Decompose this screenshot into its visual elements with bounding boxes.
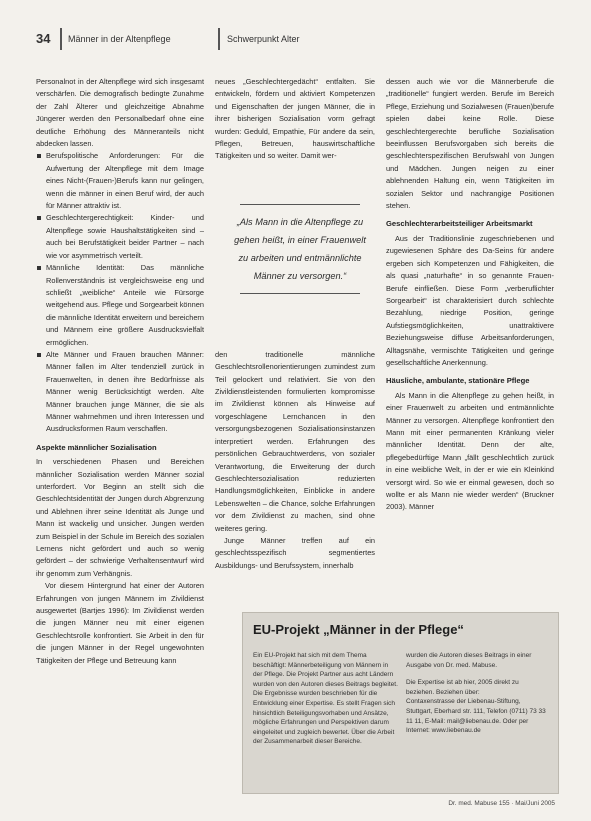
info-box-address: Contaxenstrasse der Liebenau-Stiftung, Stuttgart, Eberhard str. 111, Telefon (0711) 73 33 11 11, E-Mail: mail@liebenau.de. Oder per Internet: www.liebenau.de [406,698,546,735]
column-left [36,76,204,667]
subheading: Geschlechterarbeitsteiliger Arbeitsmarkt [386,219,533,229]
paragraph: Als Mann in die Altenpflege zu gehen heißt, in einer Frauenwelt zu arbeiten und entmännlichte Männer zu versorgen. Altenpflege konfrontiert den Mann mit einer permanenten Kränkung vieler männlicher Identität. Denn der alte, pflegebedürftige Mann „fällt geschlechtlich zurück in eine weibliche Welt, in der er wie ein Kleinkind versorgt wird. So wie er einmal gewesen, doch so wollte er als Mann nie wieder werden“ (Bruckner 2003). Männer [386,390,554,512]
paragraph: Vor diesem Hintergrund hat einer der Autoren Erfahrungen von jungen Männern im Zivildienst ausgewertet (Bartjes 1996): Im Zivildienst werden die jungen Männer neu mit einer eigenen Geschlechtsrolle konfrontiert. Sie Arbeit in den für die jungen Männer in der Regel ungewohnten Tätigkeiten der Pflege und Betreuung kann [36,581,204,665]
bullet-list [36,150,204,435]
page-number: 34 [36,31,51,46]
header-topic: Schwerpunkt Alter [227,34,300,44]
info-box [242,612,559,794]
header-divider [218,28,220,50]
quote-rule [240,204,360,205]
subheading: Aspekte männlicher Sozialisation [36,442,157,452]
paragraph: dessen auch wie vor die Männerberufe die „traditionelle“ fungiert werden. Berufe im Bereich Pflege, Erziehung und Sozialwesen (Frauen)berufe spielen dabei keine Rolle. Diese geschlechtergerechte berufliche Sozialisation beeinflussen Berufsvorgaben sich bereits die geschlechterspezifischen Berufswahl von Jungen und Mädchen. Jungen neigen zu einer ablehnenden Haltung ein, wenn Tätigkeiten im sozialen Sektor und nachrangige Positionen stehen. [386,77,554,211]
info-box-title: EU-Projekt „Männer in der Pflege“ [253,622,464,637]
bullet-item: Alte Männer und Frauen brauchen Männer: Männer fallen im Alter tendenziell zurück in Frauenwelten, in denen ihre Bedürfnisse als Männer wenig Berücksichtigt werden. Alte Männer brauchen junge Männer, die sie als Männer wahrnehmen und ihren Interessen und Ausdrucksformen Raum verschaffen. [36,349,204,436]
paragraph: Junge Männer treffen auf ein geschlechtsspezifisch segmentiertes Ausbildungs- und Berufssystem, innerhalb [215,535,375,570]
page-footer: Dr. med. Mabuse 155 · Mai/Juni 2005 [448,800,555,807]
info-box-text: Ein EU-Projekt hat sich mit dem Thema beschäftigt: Männerbeteiligung von Männern in der Pflege. Die Projekt Partner aus acht Ländern wurden von den Autoren dieses Beitrags begleitet. Die Ergebnisse wurden beschrieben für die Entwicklung einer Expertise. Es stellt Fragen sich hinsichtlich Beteiligungsvorhaben und Ansätze, mögliche Erfahrungen und Perspektiven darum eingeleitet und zugleich bewertet. Über die Arbeit der Zusammenarbeit dieser Bereiche. [253,652,398,746]
paragraph: den traditionelle männliche Geschlechtsrollenorientierungen zumindest zum Teil gelockert und relativiert. Sie von den Zivildienstleistenden formulierten kompromisse im Zivildienst können als Hinweise auf vorgeschlagene Lernchancen in den versorgungsbezogenen Sozialisationsinstanzen interpretiert werden. Erfahrungen des persönlichen Gebrauchtwerdens, von sozialer Verantwortung, die Erweiterung der durch Geschlechtersozialisation reduzierten Handlungsmöglichkeiten, Einblicke in andere Lebenswelten – die Chance, solche Erfahrungen vor dem Zivildienst zu machen, sind ohne weiteres gering. [215,349,375,533]
info-box-text: Die Expertise ist ab hier, 2005 direkt zu beziehen. Beziehen über: [406,679,519,696]
bullet-item: Berufspolitische Anforderungen: Für die Aufwertung der Altenpflege mit dem Image eines Nicht-(Frauen-)Berufs kann nur gelingen, wenn die männer in einen Beruf wird, der auch für Männer attraktiv ist. [36,150,204,212]
pull-quote [230,204,370,294]
header-divider [60,28,62,50]
info-box-text-right [406,651,548,736]
pull-quote-text: „Als Mann in die Altenpflege zu gehen heißt, in einer Frauenwelt zu arbeiten und entmännlichte Männer zu versorgen.“ [234,217,366,281]
paragraph: Personalnot in der Altenpflege wird sich insgesamt verschärfen. Die demografisch bedingte Zunahme der Zahl Älterer und gleichzeitige Abnahme Jüngerer werden den Personalbedarf ohne eine deutliche Erhöhung des Männeranteils nicht abdecken lassen. [36,77,204,149]
running-header [36,28,555,52]
column-middle [215,76,375,572]
info-box-text: wurden die Autoren dieses Beitrags in einer Ausgabe von Dr. med. Mabuse. [406,652,532,669]
bullet-item: Geschlechtergerechtigkeit: Kinder- und Altenpflege sowie Haushaltstätigkeiten sind – auch bei Berufstätigkeit beider Partner – nach wie vor asymmetrisch verteilt. [36,212,204,262]
bullet-item: Männliche Identität: Das männliche Rollenverständnis ist vergleichsweise eng und schließt „weibliche“ Anteile wie Fürsorge weitgehend aus. Pflege und Sorgearbeit können die männliche Identität erweitern und bereichern und Männern eine größere Ausdrucksvielfalt ermöglichen. [36,262,204,349]
quote-rule [240,293,360,294]
header-section: Männer in der Altenpflege [68,34,171,44]
paragraph: neues „Geschlechtergedächt“ entfalten. Sie entwickeln, fördern und aktiviert Kompetenzen und Eigenschaften der jungen Männer, die in ihrer bisherigen Sozialisation vorm gefragt wurden: Geduld, Empathie, Für andere da sein, Pflegen, Betreuen, hauswirtschaftliche Tätigkeiten und so weiter. Damit wer- [215,77,375,161]
paragraph: Aus der Traditionslinie zugeschriebenen und zugewiesenen Sphäre des Da-Seins für andere ergeben sich Kompetenzen und Fähigkeiten, die als quasi „naturhafte“ in so genannte Frauen-Berufe einfließen. Diese Form „verberuflichter Sorgearbeit“ ist charakterisiert durch schlechte Bezahlung, niedrige Position, geringe Aufstiegsmöglichkeiten, unattraktivere Beziehungsweise diffuse Arbeitsanforderungen, Alltagsnähe, vermischte Tätigkeiten und geringe gesellschaftliche Anerkennung. [386,233,554,367]
subheading: Häusliche, ambulante, stationäre Pflege [386,376,530,386]
column-right [386,76,554,514]
paragraph: In verschiedenen Phasen und Bereichen männlicher Sozialisation werden Männer sozial unterfordert. Vor Beginn an stellt sich die Geschlechtsidentität der Jungen durch Abgrenzung und Ablehnen ihrer seine Identität als Junge und Mann ist wackelig und unsicher. Jungen werden zum Beispiel in der Schule im Bereich des sozialen Lernens nicht gefördert und auch so wenig gefördert – der schwierige Verhaltensentwurf wird ihr genomm zum Verhängnis. [36,457,204,578]
